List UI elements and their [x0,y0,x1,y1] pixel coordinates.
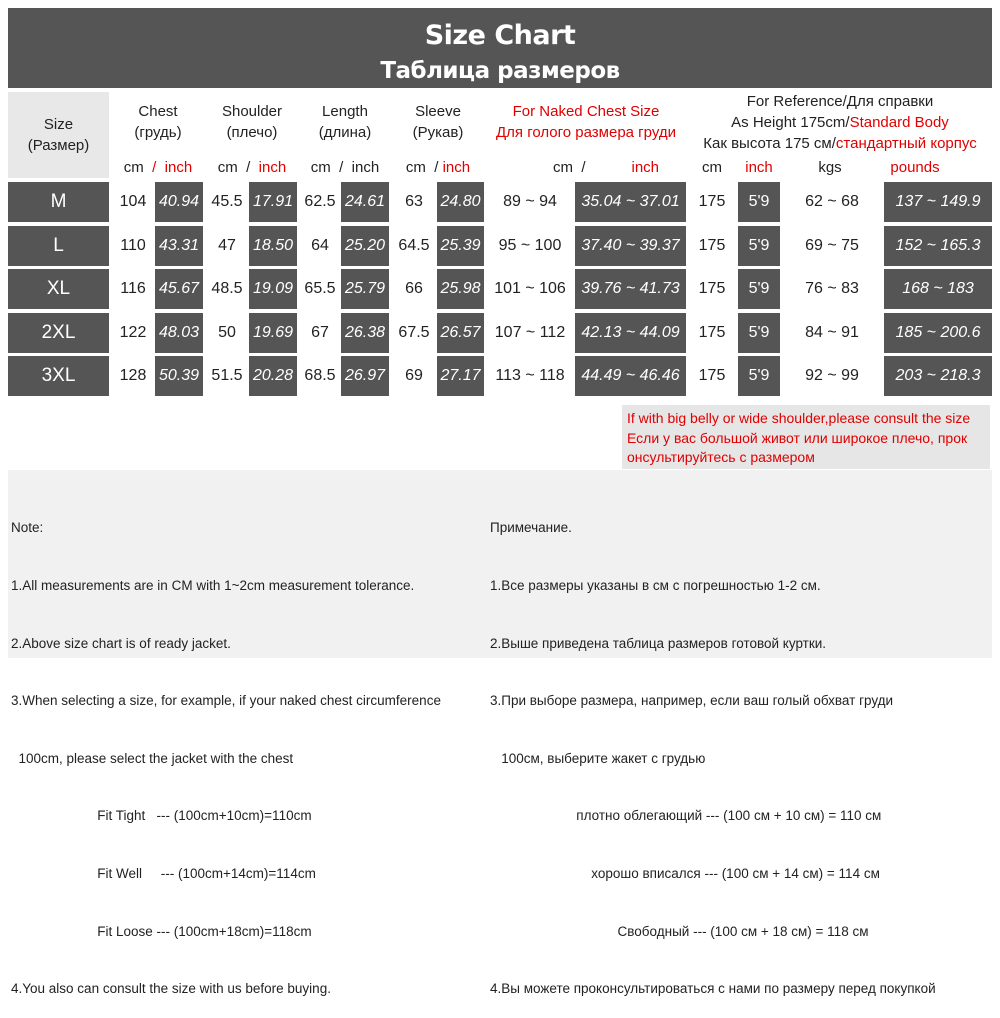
length-inch: 26.97 [341,356,389,396]
sleeve-inch: 27.17 [437,356,484,396]
shoulder-cm: 51.5 [211,367,243,384]
note-line: Fit Tight --- (100cm+10cm)=110cm [11,808,312,824]
header-shoulder [206,92,298,152]
note-line: 3.When selecting a size, for example, if your naked chest circumference [11,693,441,709]
unit-cm: cm [217,158,238,176]
note-line: плотно облегающий --- (100 см + 10 см) = 110 см [490,808,882,824]
note-line: Свободный --- (100 см + 18 см) = 118 см [490,923,869,939]
unit-inch: inch [631,158,660,176]
shoulder-inch: 19.69 [249,313,297,353]
note-line: Fit Well --- (100cm+14cm)=114cm [11,866,316,882]
units-chest [112,155,204,179]
units-shoulder [206,155,298,179]
units-length [300,155,390,179]
unit-pounds: pounds [890,158,940,176]
weight-pounds: 203 ~ 218.3 [884,356,992,396]
header-chest-label: Chest [138,103,178,120]
chest-cm: 128 [119,367,147,384]
naked-chest-cm: 113 ~ 118 [495,367,565,384]
size-label: 3XL [8,356,109,396]
unit-inch: inch [745,158,773,176]
unit-slash: / [246,158,251,176]
naked-chest-cm: 95 ~ 100 [498,237,562,254]
units-kgs [790,155,870,179]
unit-cm-slash: cm / [552,158,586,176]
note-line: 100см, выберите жакет с грудью [490,750,706,766]
sleeve-cm: 66 [405,280,423,297]
length-inch: 26.38 [341,313,389,353]
length-cm: 67 [311,324,329,341]
length-cm: 65.5 [304,280,336,297]
sleeve-inch: 24.80 [437,182,484,222]
size-label: M [8,182,109,222]
sleeve-inch: 25.39 [437,226,484,266]
length-inch: 24.61 [341,182,389,222]
height-inch: 5'9 [738,313,780,353]
shoulder-inch: 17.91 [249,182,297,222]
size-label: L [8,226,109,266]
height-cm: 175 [698,324,726,341]
reference-standard-body: Standard Body [849,113,949,131]
unit-inch: inch [164,158,193,176]
sleeve-cm: 64.5 [398,237,430,254]
units-sleeve [392,155,484,179]
notes-russian [490,480,936,1018]
note-line: Note: [11,520,44,536]
chest-cm: 110 [120,237,146,254]
warning-line-ru-2: онсультируйтесь с размером [627,449,815,465]
sleeve-inch: 25.98 [437,269,484,309]
height-cm: 175 [698,367,726,384]
reference-height-text: As Height 175cm/ [731,113,850,131]
unit-inch: inch [442,158,471,176]
height-inch: 5'9 [738,269,780,309]
naked-chest-inch: 39.76 ~ 41.73 [575,269,686,309]
header-size-label: Size [43,116,74,133]
header-sleeve [392,92,484,152]
header-reference [688,92,992,152]
size-label: 2XL [8,313,109,353]
header-naked-label-ru: Для голого размера груди [496,124,676,141]
warning-line-ru-1: Если у вас большой живот или широкое плечо, прок [627,429,968,446]
naked-chest-cm: 101 ~ 106 [494,280,566,297]
weight-kgs: 76 ~ 83 [805,280,859,297]
unit-cm: cm [702,158,722,176]
height-cm: 175 [698,237,726,254]
height-inch: 5'9 [738,356,780,396]
length-inch: 25.79 [341,269,389,309]
shoulder-cm: 47 [218,237,236,254]
header-chest [112,92,204,152]
length-cm: 64 [311,237,329,254]
shoulder-cm: 45.5 [211,193,243,210]
weight-kgs: 92 ~ 99 [805,367,859,384]
chest-cm: 104 [119,193,147,210]
naked-chest-inch: 35.04 ~ 37.01 [575,182,686,222]
length-inch: 25.20 [341,226,389,266]
shoulder-inch: 20.28 [249,356,297,396]
header-reference-line1: For Reference/Для справки [746,92,934,110]
height-inch: 5'9 [738,226,780,266]
note-line: 2.Above size chart is of ready jacket. [11,635,231,651]
note-line: 1.Все размеры указаны в см с погрешностью 1-2 см. [490,578,821,594]
header-length-label-ru: (длина) [318,124,372,141]
header-shoulder-label-ru: (плечо) [226,124,278,141]
sleeve-inch: 26.57 [437,313,484,353]
reference-height-text-ru: Как высота 175 см/ [703,134,836,152]
shoulder-cm: 50 [218,324,236,341]
note-line: Fit Loose --- (100cm+18cm)=118cm [11,923,312,939]
units-pounds [880,155,950,179]
weight-kgs: 69 ~ 75 [805,237,859,254]
header-chest-label-ru: (грудь) [134,124,182,141]
header-reference-line2 [731,112,949,133]
note-line: 4.You also can consult the size with us before buying. [11,981,331,997]
unit-slash: / [152,158,157,176]
chest-inch: 45.67 [155,269,203,309]
page-title-ru: Таблица размеров [380,58,620,84]
note-line: 3.При выборе размера, например, если ваш голый обхват груди [490,693,894,709]
note-line: 1.All measurements are in CM with 1~2cm measurement tolerance. [11,578,415,594]
warning-line-en: If with big belly or wide shoulder,please consult the size [627,410,971,426]
header-naked-label: For Naked Chest Size [512,103,660,120]
sleeve-cm: 69 [405,367,423,384]
size-consult-warning [622,405,990,469]
sleeve-cm: 63 [405,193,423,210]
naked-chest-inch: 42.13 ~ 44.09 [575,313,686,353]
header-length [300,92,390,152]
unit-inch: inch [351,158,380,176]
shoulder-cm: 48.5 [211,280,243,297]
weight-pounds: 137 ~ 149.9 [884,182,992,222]
note-line: Примечание. [490,520,572,536]
note-line: 4.Вы можете проконсультироваться с нами по размеру перед покупкой [490,981,936,997]
height-cm: 175 [698,193,726,210]
header-length-label: Length [322,103,368,120]
weight-pounds: 185 ~ 200.6 [884,313,992,353]
weight-pounds: 168 ~ 183 [884,269,992,309]
note-line: 2.Выше приведена таблица размеров готовой куртки. [490,635,827,651]
units-height-inch [738,155,780,179]
chest-inch: 43.31 [155,226,203,266]
header-sleeve-label: Sleeve [415,103,461,120]
weight-kgs: 84 ~ 91 [805,324,859,341]
naked-chest-cm: 89 ~ 94 [503,193,557,210]
unit-cm: cm [310,158,331,176]
header-reference-line3 [703,133,976,154]
notes-english [11,480,441,1018]
header-size [8,92,109,178]
page-title: Size Chart [424,20,576,51]
length-cm: 62.5 [304,193,336,210]
shoulder-inch: 19.09 [249,269,297,309]
unit-slash: / [339,158,344,176]
note-line: хорошо вписался --- (100 см + 14 см) = 114 см [490,866,880,882]
header-sleeve-label-ru: (Рукав) [412,124,464,141]
naked-chest-cm: 107 ~ 112 [494,324,566,341]
chest-cm: 122 [119,324,147,341]
weight-kgs: 62 ~ 68 [805,193,859,210]
unit-cm: cm [123,158,144,176]
chest-inch: 48.03 [155,313,203,353]
height-inch: 5'9 [738,182,780,222]
size-label: XL [8,269,109,309]
header-shoulder-label: Shoulder [221,103,283,120]
units-height-cm [688,155,736,179]
naked-chest-inch: 44.49 ~ 46.46 [575,356,686,396]
unit-kgs: kgs [818,158,842,176]
units-naked [486,155,686,179]
chest-cm: 116 [120,280,146,297]
unit-slash: / [434,158,439,176]
naked-chest-inch: 37.40 ~ 39.37 [575,226,686,266]
title-banner [8,8,992,88]
chest-inch: 40.94 [155,182,203,222]
height-cm: 175 [698,280,726,297]
note-line: 100cm, please select the jacket with the chest [11,750,294,766]
chest-inch: 50.39 [155,356,203,396]
header-naked-chest [486,92,686,152]
unit-cm: cm [405,158,426,176]
sleeve-cm: 67.5 [398,324,430,341]
weight-pounds: 152 ~ 165.3 [884,226,992,266]
length-cm: 68.5 [304,367,336,384]
unit-inch: inch [258,158,287,176]
reference-standard-body-ru: стандартный корпус [835,134,977,152]
header-size-label-ru: (Размер) [27,137,90,154]
shoulder-inch: 18.50 [249,226,297,266]
